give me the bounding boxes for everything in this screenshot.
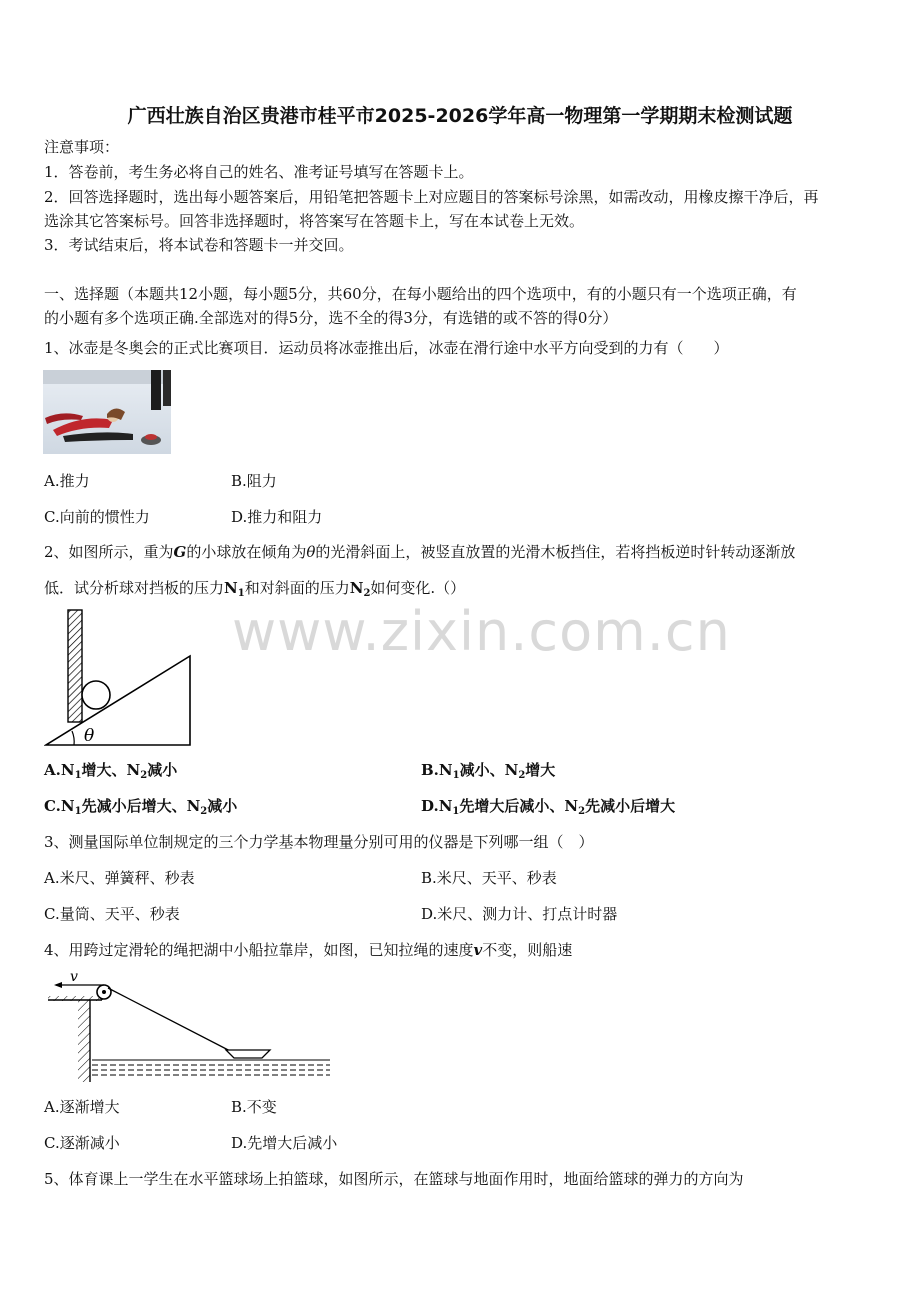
pulley-boat-diagram (44, 968, 334, 1084)
question-2-stem-cont (44, 578, 465, 598)
theta-label: θ (84, 726, 95, 746)
notice-item-2-cont: 选涂其它答案标号。回答非选择题时，将答案写在答题卡上，写在本试卷上无效。 (44, 212, 585, 230)
q2-stem-line2-part-3: 如何变化.（） (370, 579, 466, 597)
q3-option-d: D.米尺、测力计、打点计时器 (421, 905, 618, 923)
q2-stem-part-2: 的小球放在倾角为 (186, 543, 307, 561)
q3-option-c: C.量筒、天平、秒表 (44, 905, 180, 923)
q4-symbol-v: v (473, 941, 483, 959)
notice-item-2: 2．回答选择题时，选出每小题答案后，用铅笔把答题卡上对应题目的答案标号涂黑，如需改动，用橡皮擦干净后，再 (44, 188, 819, 206)
incline-board-diagram (44, 608, 194, 748)
q4-stem-part-2: 不变，则船速 (482, 941, 573, 959)
question-5-stem: 5、体育课上一学生在水平篮球场上拍篮球，如图所示，在篮球与地面作用时，地面给篮球的弹力的方向为 (44, 1170, 744, 1188)
section-1-intro: 一、选择题（本题共12小题，每小题5分，共60分，在每小题给出的四个选项中，有的小题只有一个选项正确，有 (44, 285, 797, 303)
q1-option-a: A.推力 (44, 472, 90, 490)
q2-option-d: $D.N_1$先增大后减小、$N_2$先减小后增大 (421, 797, 676, 817)
q3-option-b: B.米尺、天平、秒表 (421, 869, 557, 887)
q4-option-c: C.逐渐减小 (44, 1134, 120, 1152)
q2-stem-line2-part-2: 和对斜面的压力 (244, 579, 350, 597)
q2-symbol-n1: $N_1$ (224, 579, 245, 599)
q4-option-b: B.不变 (231, 1098, 277, 1116)
question-4-stem (44, 940, 572, 960)
q2-option-a: $A.N_1$增大、$N_2$减小 (44, 761, 178, 781)
notice-item-1: 1．答卷前，考生务必将自己的姓名、准考证号填写在答题卡上。 (44, 163, 474, 181)
question-1-stem: 1、冰壶是冬奥会的正式比赛项目．运动员将冰壶推出后，冰壶在滑行途中水平方向受到的力有（ ） (44, 339, 729, 357)
q2-stem-part-3: 的光滑斜面上，被竖直放置的光滑木板挡住，若将挡板逆时针转动逐渐放 (315, 543, 796, 561)
section-1-intro-cont: 的小题有多个选项正确.全部选对的得5分，选不全的得3分，有选错的或不答的得0分） (44, 309, 618, 327)
q4-stem-part-1: 4、用跨过定滑轮的绳把湖中小船拉靠岸，如图，已知拉绳的速度 (44, 941, 474, 959)
notice-heading: 注意事项： (44, 138, 120, 156)
question-2-stem (44, 542, 795, 562)
velocity-label: v (70, 969, 78, 985)
q2-stem-part-1: 2、如图所示，重为 (44, 543, 174, 561)
q1-option-b: B.阻力 (231, 472, 277, 490)
q2-symbol-g: G (173, 543, 187, 561)
q4-option-a: A.逐渐增大 (44, 1098, 120, 1116)
curling-photo (43, 370, 171, 454)
q1-option-d: D.推力和阻力 (231, 508, 323, 526)
q2-symbol-theta: θ (306, 543, 316, 561)
page-title: 广西壮族自治区贵港市桂平市2025-2026学年高一物理第一学期期末检测试题 (127, 105, 793, 127)
watermark-text: www.zixin.com.cn (232, 600, 731, 663)
q2-option-c: $C.N_1$先减小后增大、$N_2$减小 (44, 797, 238, 817)
q1-option-c: C.向前的惯性力 (44, 508, 150, 526)
notice-item-3: 3．考试结束后，将本试卷和答题卡一并交回。 (44, 236, 354, 254)
question-3-stem: 3、测量国际单位制规定的三个力学基本物理量分别可用的仪器是下列哪一组（ ） (44, 833, 594, 851)
q2-option-b: $B.N_1$减小、$N_2$增大 (421, 761, 556, 781)
q3-option-a: A.米尺、弹簧秤、秒表 (44, 869, 195, 887)
q2-symbol-n2: $N_2$ (349, 579, 371, 599)
q2-stem-line2-part-1: 低．试分析球对挡板的压力 (44, 579, 225, 597)
q4-option-d: D.先增大后减小 (231, 1134, 338, 1152)
